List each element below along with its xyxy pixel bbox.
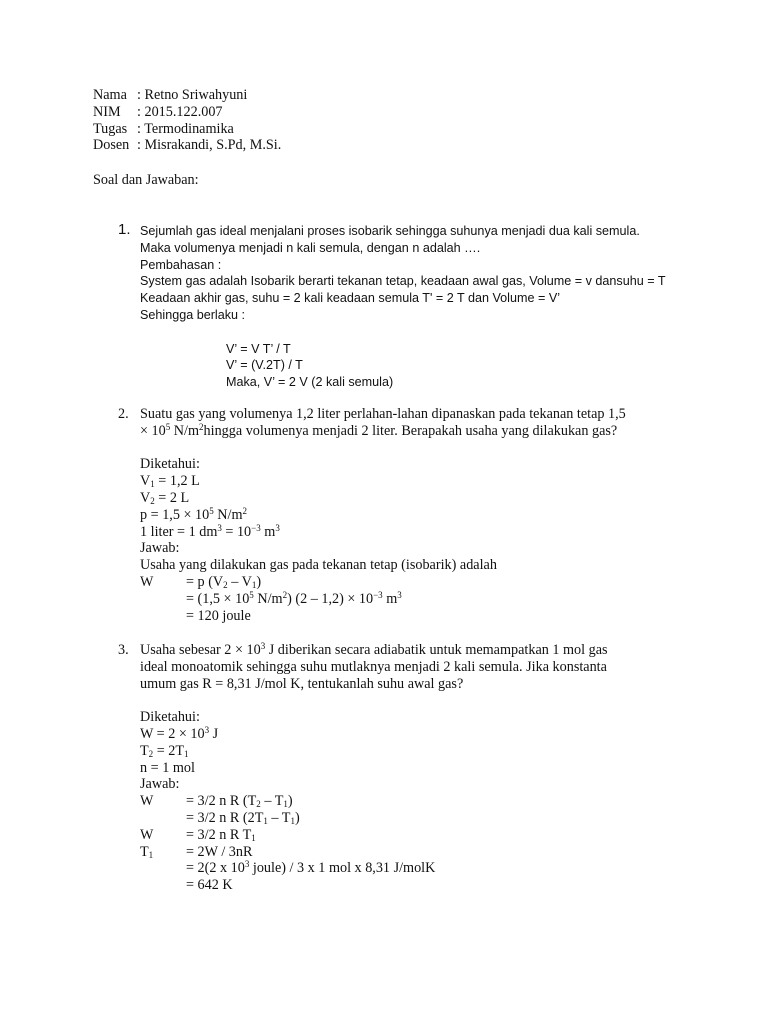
question-text-line: Maka volumenya menjadi n kali semula, dengan n adalah …. [140,240,481,255]
question-body [140,642,700,894]
nim-value: : 2015.122.007 [137,103,223,120]
dosen-label: Dosen [93,137,130,154]
question-text-line: ideal monoatomik sehingga suhu mutlaknya menjadi 2 kali semula. Jika konstanta [140,658,607,675]
question-body [140,406,700,624]
nim-row [93,104,281,121]
answer-line: Usaha yang dilakukan gas pada tekanan tetap (isobarik) adalah [140,557,497,574]
question-text-line: Suatu gas yang volumenya 1,2 liter perlahan-lahan dipanaskan pada tekanan tetap 1,5 [140,406,626,422]
nim-label: NIM [93,103,121,120]
jawab-label: Jawab: [140,540,180,557]
question-text-line: Sejumlah gas ideal menjalani proses isobarik sehingga suhunya menjadi dua kali semula. [140,224,640,238]
nama-label: Nama [93,87,127,103]
student-info-header [93,87,281,154]
question-text-line: Usaha sebesar $2 \times 10^3$ J diberikan secara adiabatik untuk memampatkan 1 mol gas [140,641,608,658]
dosen-row [93,137,281,154]
equation-line: W = 3/2 n R $T_1$ [140,826,256,843]
equation-line: = 3/2 n R $(2T_1 - T_1)$ [186,809,300,826]
question-text-line: umum gas R = 8,31 J/mol K, tentukanlah suhu awal gas? [140,675,464,692]
tugas-label: Tugas [93,120,128,137]
equation-result: = 120 joule [186,607,251,624]
equation-line: = ($1,5 \times 10^5$ $N/m^2$) $(2 - 1,2) \times 10^{-3}$ $m^3$ [186,589,402,607]
given-value: $p = 1,5 \times 10^5$ $N/m^2$ [140,505,247,523]
explanation-line: Keadaan akhir gas, suhu = 2 kali keadaan semula T' = 2 T dan Volume = V’ [140,291,561,306]
nama-value: : Retno Sriwahyuni [137,87,248,103]
explanation-line: Sehingga berlaku : [140,307,246,322]
equation-line: $T_1$ = 2W / 3nR [140,843,253,860]
given-value: $W = 2 \times 10^3$ J [140,724,219,742]
equation-line: = 2(2 x $10^3$ joule) / 3 x 1 mol x 8,31 J/molK [186,859,436,877]
explanation-line: System gas adalah Isobarik berarti tekanan tetap, keadaan awal gas, Volume = v dansuhu = T [140,274,666,289]
question-number: 2. [118,406,129,422]
question-text-line: × $10^5$ $N/m^2hingga$ volumenya menjadi 2 liter. Berapakah usaha yang dilakukan gas? [140,421,618,439]
diketahui-label: Diketahui: [140,456,200,473]
pembahasan-label: Pembahasan : [140,257,222,272]
tugas-value: : Termodinamika [137,120,234,137]
given-value: $V_2 = 2$ L [140,489,190,506]
diketahui-label: Diketahui: [140,709,200,726]
dosen-value: : Misrakandi, S.Pd, M.Si. [137,137,282,154]
equation-line: W = p $(V_2 - V_1)$ [140,573,262,590]
given-value: $T_2 = 2T_1$ [140,742,189,759]
formula-line: V’ = (V.2T) / T [226,358,303,373]
formula-line: Maka, V’ = 2 V (2 kali semula) [226,375,394,390]
question-number: 1. [118,221,131,238]
formula-line: V’ = V T’ / T [226,341,291,356]
given-value: $V_1 = 1,2$ L [140,473,200,490]
tugas-row [93,121,281,138]
section-title: Soal dan Jawaban: [93,172,199,188]
question-number: 3. [118,642,129,658]
question-body [140,223,700,391]
given-value: n = 1 mol [140,759,195,776]
jawab-label: Jawab: [140,776,180,793]
nama-row [93,87,281,104]
given-value: 1 liter = 1 $dm^3 = 10^{-3}$ $m^3$ [140,522,280,540]
equation-result: = 642 K [186,877,233,894]
equation-line: W = 3/2 n R $(T_2 - T_1)$ [140,793,293,810]
